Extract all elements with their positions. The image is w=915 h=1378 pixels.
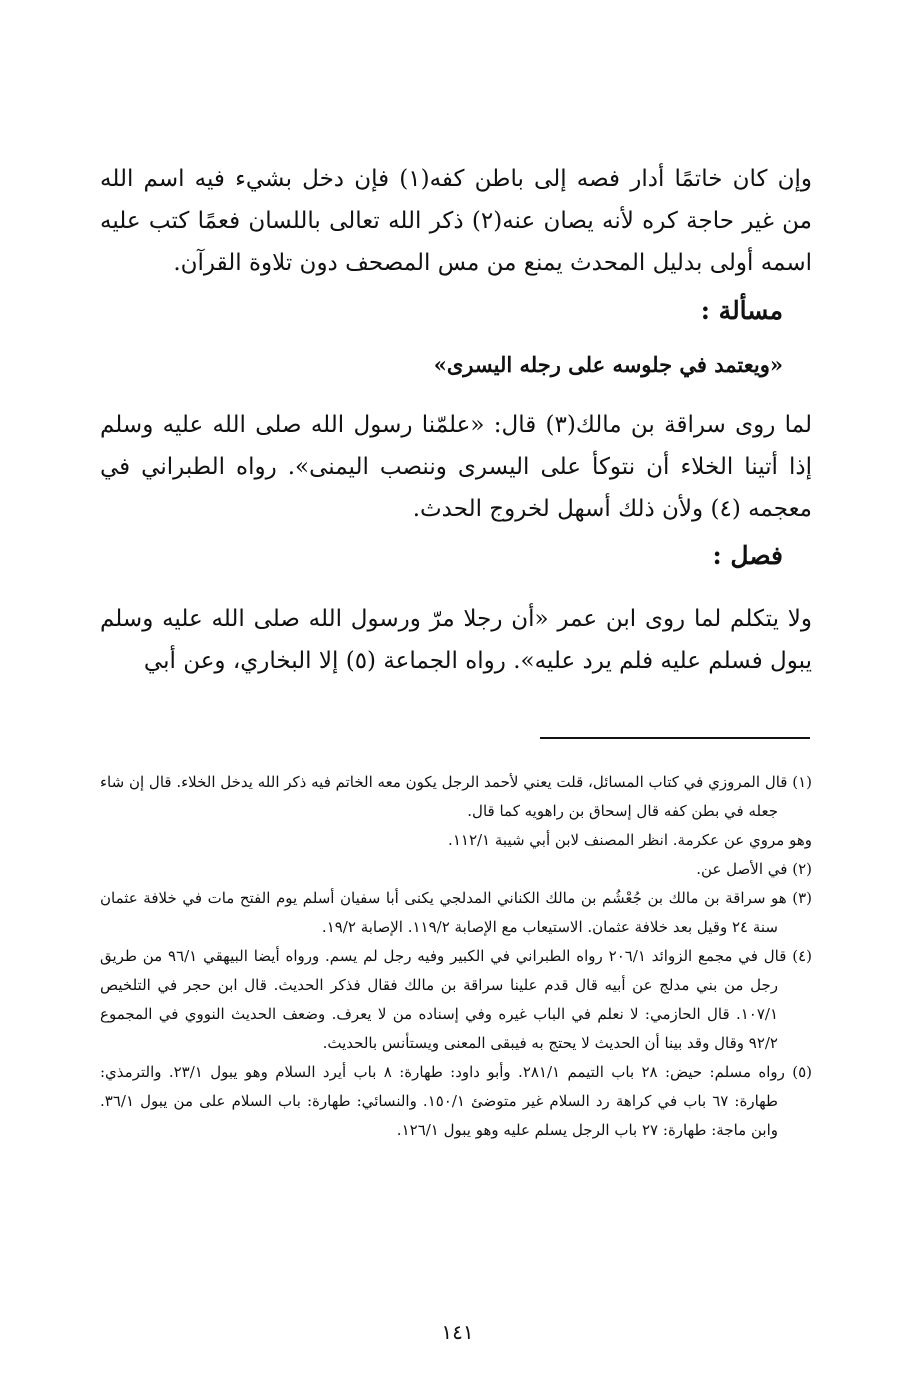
footnote-1-continuation: وهو مروي عن عكرمة. انظر المصنف لابن أبي شيبة ١١٢/١. xyxy=(448,831,812,849)
footnotes xyxy=(100,768,812,1145)
page-number: ١٤١ xyxy=(441,1320,474,1344)
paragraph-3: ولا يتكلم لما روى ابن عمر «أن رجلا مرّ ورسول الله صلى الله عليه وسلم يبول فسلم عليه فلم يرد عليه». رواه الجماعة (٥) إلا البخاري، وعن أبي xyxy=(100,606,812,674)
footnote-5: (٥) رواه مسلم: حيض: ٢٨ باب التيمم ٢٨١/١. وأبو داود: طهارة: ٨ باب أيرد السلام وهو يبول ٢٣/١. والترمذي: طهارة: ٦٧ باب في كراهة رد السلام غير متوضئ ١٥٠/١. والنسائي: طهارة: باب السلام على من يبول ٣٦/١. وابن ماجة: طهارة: ٢٧ باب الرجل يسلم عليه وهو يبول ١٢٦/١. xyxy=(100,1063,812,1139)
section-heading-fasl: فصل : xyxy=(712,541,783,570)
section-subheading: «ويعتمد في جلوسه على رجله اليسرى» xyxy=(433,352,783,377)
footnote-2: (٢) في الأصل عن. xyxy=(696,860,812,878)
section-heading-masala: مسألة : xyxy=(700,296,783,325)
footnote-4: (٤) قال في مجمع الزوائد ٢٠٦/١ رواه الطبراني في الكبير وفيه رجل لم يسم. ورواه أيضا البيهقي ٩٦/١ من طريق رجل من بني مدلج عن أبيه قال قدم علينا سراقة بن مالك فقال فذكر الحديث. قال ابن حجر في التلخيص ١٠٧/١. قال الحازمي: لا نعلم في الباب غيره وفي إسناده من لا يعرف. وضعف الحديث النووي في المجموع ٩٢/٢ وقال وقد بينا أن الحديث لا يحتج به فيبقى المعنى ويستأنس بالحديث. xyxy=(100,947,813,1052)
footnote-3: (٣) هو سراقة بن مالك بن جُعْشُم بن مالك الكناني المدلجي يكنى أبا سفيان أسلم يوم الفتح مات في خلافة عثمان سنة ٢٤ وقيل بعد خلافة عثمان. الاستيعاب مع الإصابة ١١٩/٢. الإصابة ١٩/٢. xyxy=(100,889,812,936)
paragraph-1: وإن كان خاتمًا أدار فصه إلى باطن كفه(١) فإن دخل بشيء فيه اسم الله من غير حاجة كره لأنه يصان عنه(٢) ذكر الله تعالى باللسان فعمًا كتب عليه اسمه أولى بدليل المحدث يمنع من مس المصحف دون تلاوة القرآن. xyxy=(100,166,813,276)
footnote-divider xyxy=(540,737,810,739)
footnote-1: (١) قال المروزي في كتاب المسائل، قلت يعني لأحمد الرجل يكون معه الخاتم فيه ذكر الله يدخل الخلاء. قال إن شاء جعله في بطن كفه قال إسحاق بن راهويه كما قال. xyxy=(100,773,812,820)
paragraph-2: لما روى سراقة بن مالك(٣) قال: «علمّنا رسول الله صلى الله عليه وسلم إذا أتينا الخلاء أن نتوكأ على اليسرى وننصب اليمنى». رواه الطبراني في معجمه (٤) ولأن ذلك أسهل لخروج الحدث. xyxy=(100,412,812,522)
